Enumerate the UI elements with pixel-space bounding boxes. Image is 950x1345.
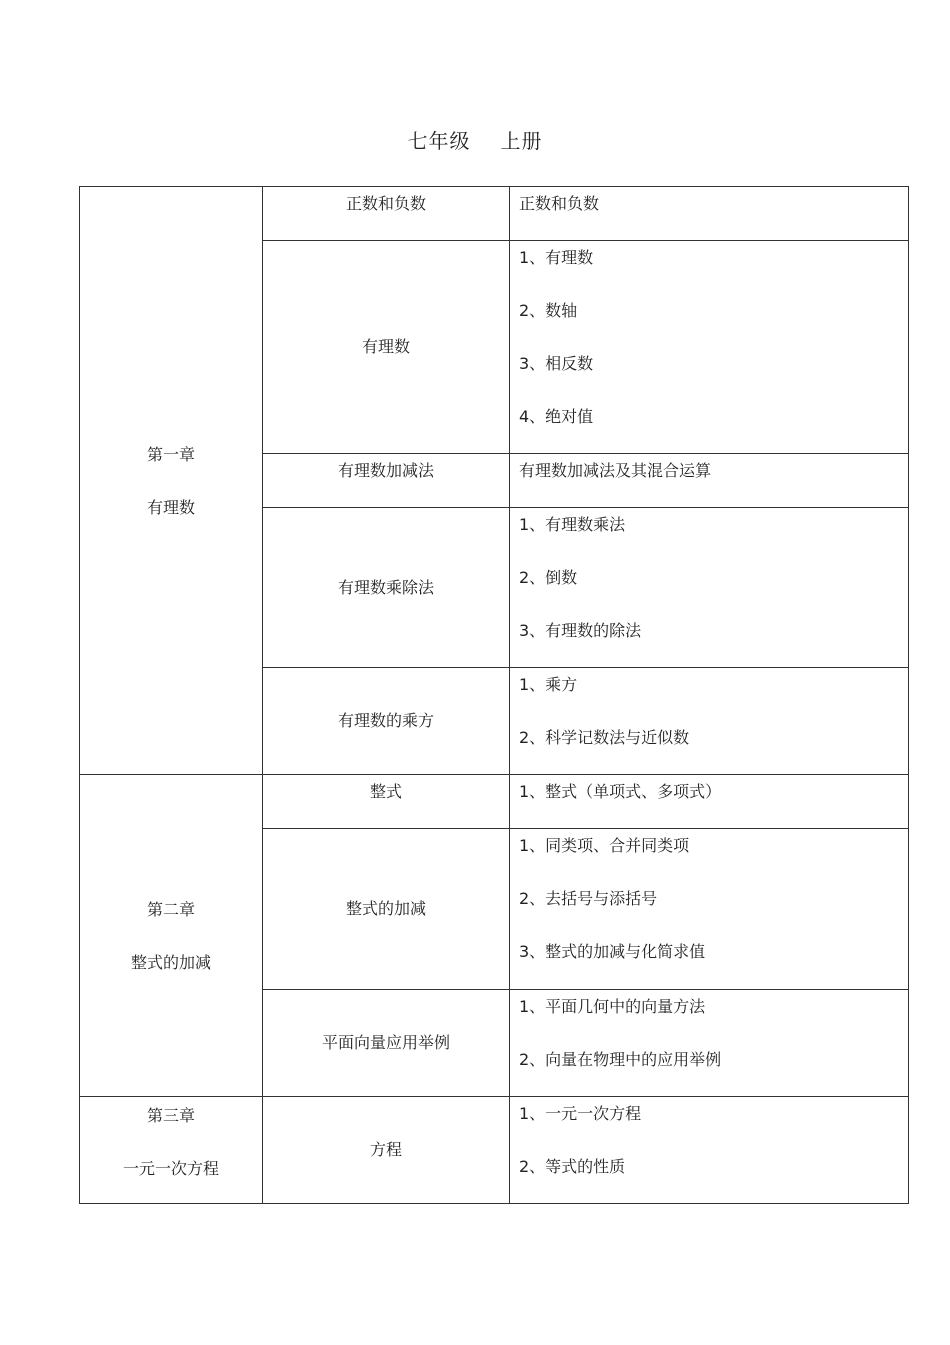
chapter-name: 有理数 — [146, 497, 195, 517]
table-row — [80, 1097, 909, 1204]
section-name: 平面向量应用举例 — [321, 1033, 450, 1052]
table-row — [80, 775, 909, 829]
topic: 2、倒数 — [519, 568, 578, 587]
section-cell — [263, 508, 510, 668]
topic: 1、有理数乘法 — [519, 515, 626, 534]
section-cell — [263, 668, 510, 775]
topic: 2、科学记数法与近似数 — [519, 728, 690, 747]
section-name: 有理数的乘方 — [337, 711, 434, 730]
section-cell — [263, 990, 510, 1097]
topic: 2、等式的性质 — [519, 1157, 626, 1176]
topic: 3、整式的加减与化简求值 — [519, 942, 706, 961]
section-name: 有理数加减法 — [337, 461, 434, 480]
topics-cell — [510, 990, 909, 1097]
topics-cell — [510, 829, 909, 990]
section-name: 有理数 — [361, 337, 410, 356]
topics-cell — [510, 668, 909, 775]
topics-cell — [510, 187, 909, 241]
topic: 4、绝对值 — [519, 407, 594, 426]
topic: 正数和负数 — [519, 194, 600, 213]
topic: 1、乘方 — [519, 675, 578, 694]
topic: 3、有理数的除法 — [519, 621, 642, 640]
section-name: 方程 — [369, 1140, 402, 1159]
chapter-name: 整式的加减 — [130, 952, 211, 972]
chapter-cell — [80, 1097, 263, 1204]
section-name: 整式 — [369, 782, 402, 801]
topic: 1、平面几何中的向量方法 — [519, 997, 706, 1016]
topics-cell — [510, 775, 909, 829]
section-cell — [263, 829, 510, 990]
topic: 1、一元一次方程 — [519, 1104, 642, 1123]
topic: 1、同类项、合并同类项 — [519, 836, 690, 855]
syllabus-table — [79, 186, 909, 1204]
title-volume: 上册 — [500, 129, 543, 153]
topic: 2、去括号与添括号 — [519, 889, 658, 908]
section-cell — [263, 1097, 510, 1204]
title-grade: 七年级 — [407, 129, 471, 153]
chapter-number: 第一章 — [146, 444, 195, 464]
topics-cell — [510, 241, 909, 454]
chapter-name: 一元一次方程 — [122, 1159, 219, 1178]
topic: 有理数加减法及其混合运算 — [519, 461, 712, 480]
chapter-cell — [80, 775, 263, 1097]
section-cell — [263, 241, 510, 454]
page-title — [0, 126, 950, 156]
chapter-number: 第二章 — [146, 899, 195, 919]
section-cell — [263, 775, 510, 829]
table-row — [80, 187, 909, 241]
chapter-number: 第三章 — [146, 1106, 195, 1125]
section-cell — [263, 454, 510, 508]
section-cell — [263, 187, 510, 241]
section-name: 整式的加减 — [345, 899, 426, 918]
topics-cell — [510, 1097, 909, 1204]
chapter-cell — [80, 187, 263, 775]
topic: 3、相反数 — [519, 354, 594, 373]
topic: 1、有理数 — [519, 248, 594, 267]
topic: 2、向量在物理中的应用举例 — [519, 1050, 722, 1069]
section-name: 有理数乘除法 — [337, 577, 434, 597]
section-name: 正数和负数 — [345, 194, 426, 213]
topics-cell — [510, 508, 909, 668]
topics-cell — [510, 454, 909, 508]
topic: 2、数轴 — [519, 301, 578, 320]
topic: 1、整式（单项式、多项式） — [519, 782, 722, 801]
